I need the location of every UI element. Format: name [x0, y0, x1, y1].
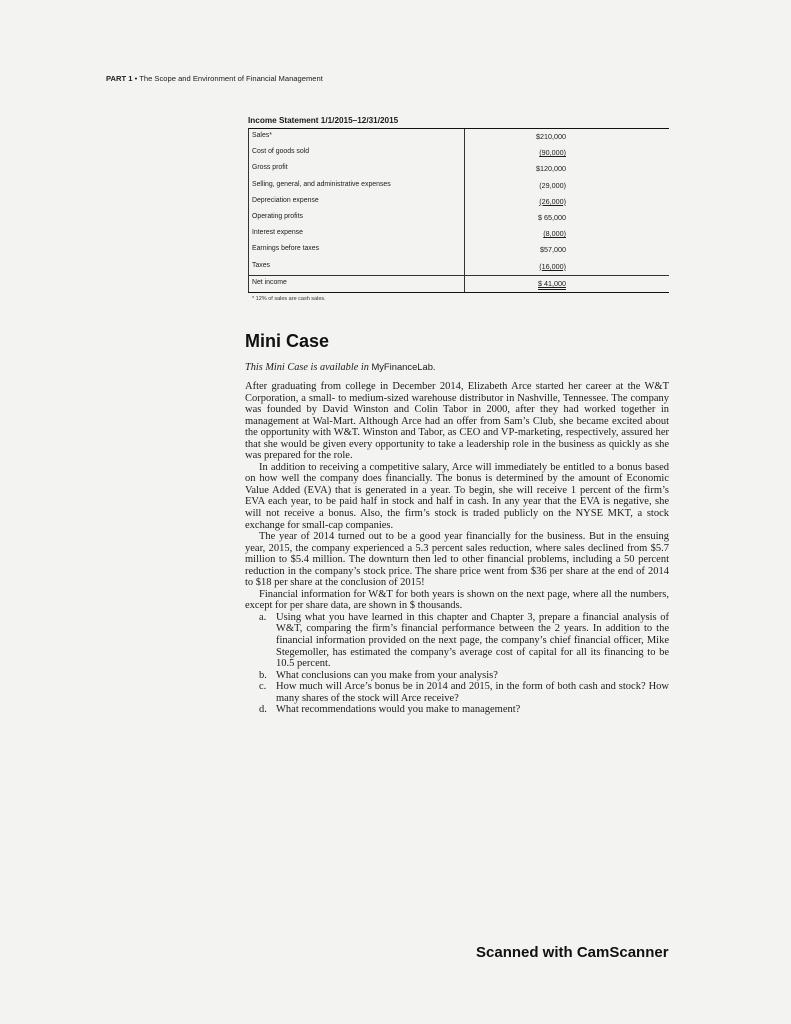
question-text: What recommendations would you make to management?: [276, 704, 521, 716]
row-value: (90,000): [539, 148, 566, 158]
row-label: Sales*: [252, 132, 272, 139]
question-marker: b.: [259, 669, 267, 681]
header-title: The Scope and Environment of Financial Management: [139, 74, 323, 83]
row-label: Earnings before taxes: [252, 245, 320, 253]
table-row: [249, 129, 669, 145]
paragraph: Financial information for W&T for both years is shown on the next page, where all the numbers, except for per share data, are shown in $ thousands.: [245, 588, 669, 612]
row-value: (29,000): [539, 180, 566, 190]
table-row: [249, 145, 669, 161]
income-statement-table: [248, 128, 669, 293]
row-value: $57,000: [540, 245, 566, 255]
row-label: Operating profits: [252, 212, 303, 220]
mini-case-body: [245, 381, 669, 716]
table-row: [249, 178, 669, 194]
list-item: [245, 704, 669, 716]
table-row: [249, 226, 669, 242]
table-row-total: [249, 275, 669, 292]
myfinancelab-brand: MyFinanceLab.: [371, 361, 436, 372]
row-value: (8,000): [543, 229, 566, 239]
table-row: [249, 210, 669, 226]
row-label: Taxes: [252, 261, 270, 269]
camscanner-watermark: Scanned with CamScanner: [476, 944, 669, 961]
row-label: Net income: [252, 278, 287, 286]
question-text: Using what you have learned in this chapter and Chapter 3, prepare a financial analysis of W&T, comparing the firm’s financial performance between the 2 years. In addition to the financial information provided on the next page, the company’s chief financial officer, Mike Stegemoller, has estimated the company’s average cost of capital for all its financing to be 10.5 percent.: [276, 611, 669, 670]
table-footnote: * 12% of sales are cash sales.: [252, 296, 326, 302]
question-text: What conclusions can you make from your analysis?: [276, 669, 498, 681]
list-item: [245, 670, 669, 682]
running-header: [106, 74, 323, 83]
table-row: [249, 194, 669, 210]
table-row: [249, 161, 669, 177]
row-value: $210,000: [536, 132, 566, 141]
row-label: Depreciation expense: [252, 196, 319, 204]
row-value: $ 65,000: [538, 212, 566, 222]
table-row: [249, 259, 669, 275]
question-list: [245, 612, 669, 716]
question-text: How much will Arce’s bonus be in 2014 and 2015, in the form of both cash and stock? How many shares of the stock will Arce receive?: [276, 681, 669, 704]
row-label: Interest expense: [252, 229, 303, 237]
income-statement-title: Income Statement 1/1/2015–12/31/2015: [248, 116, 399, 125]
list-item: [245, 681, 669, 704]
row-value: $120,000: [536, 164, 566, 174]
availability-note: [245, 361, 436, 373]
question-marker: d.: [259, 704, 267, 716]
question-marker: c.: [259, 681, 267, 693]
paragraph: In addition to receiving a competitive salary, Arce will immediately be entitled to a bonus based on how well the company does financially. The bonus is determined by the amount of Economic Value Added (EVA) that is generated in a year. To begin, she will receive 1 percent of the firm’s EVA each year, to be paid half in stock and half in cash. In any year that the EVA is negative, she will not receive a bonus. Also, the firm’s stock is traded publicly on the NYSE MKT, a stock exchange for small-cap companies.: [245, 461, 669, 531]
paragraph: The year of 2014 turned out to be a good year financially for the business. But in the ensuing year, 2015, the company experienced a 5.3 percent sales reduction, where sales declined from $5.7 million to $5.4 million. The downturn then led to other financial problems, including a 50 percent reduction in the company’s stock price. The share price went from $36 per share at the end of 2014 to $18 per share at the conclusion of 2015!: [245, 531, 669, 589]
paragraph: After graduating from college in December 2014, Elizabeth Arce started her career at the W&T Corporation, a small- to medium-sized warehouse distributor in Nashville, Tennessee. The company was founded by David Winston and Colin Tabor in 2000, after they had worked together in management at Wal-Mart. Although Arce had an offer from Sam’s Club, she became excited about the opportunity with W&T. Winston and Tabor, as CEO and VP-marketing, respectively, assured her that she would be given every opportunity to take a leadership role in the business as quickly as she was prepared for the role.: [245, 381, 669, 462]
availability-text: This Mini Case is available in: [245, 362, 369, 373]
row-label: Selling, general, and administrative expenses: [252, 180, 391, 188]
part-label: PART 1: [106, 74, 133, 83]
mini-case-heading: Mini Case: [245, 331, 330, 351]
list-item: [245, 612, 669, 670]
row-value: (16,000): [539, 261, 566, 271]
table-row: [249, 242, 669, 258]
header-bullet: •: [134, 74, 138, 83]
row-value: $ 41,000: [538, 278, 566, 288]
row-value: (26,000): [539, 196, 566, 206]
row-label: Cost of goods sold: [252, 148, 310, 156]
row-label: Gross profit: [252, 164, 288, 172]
question-marker: a.: [259, 611, 267, 623]
